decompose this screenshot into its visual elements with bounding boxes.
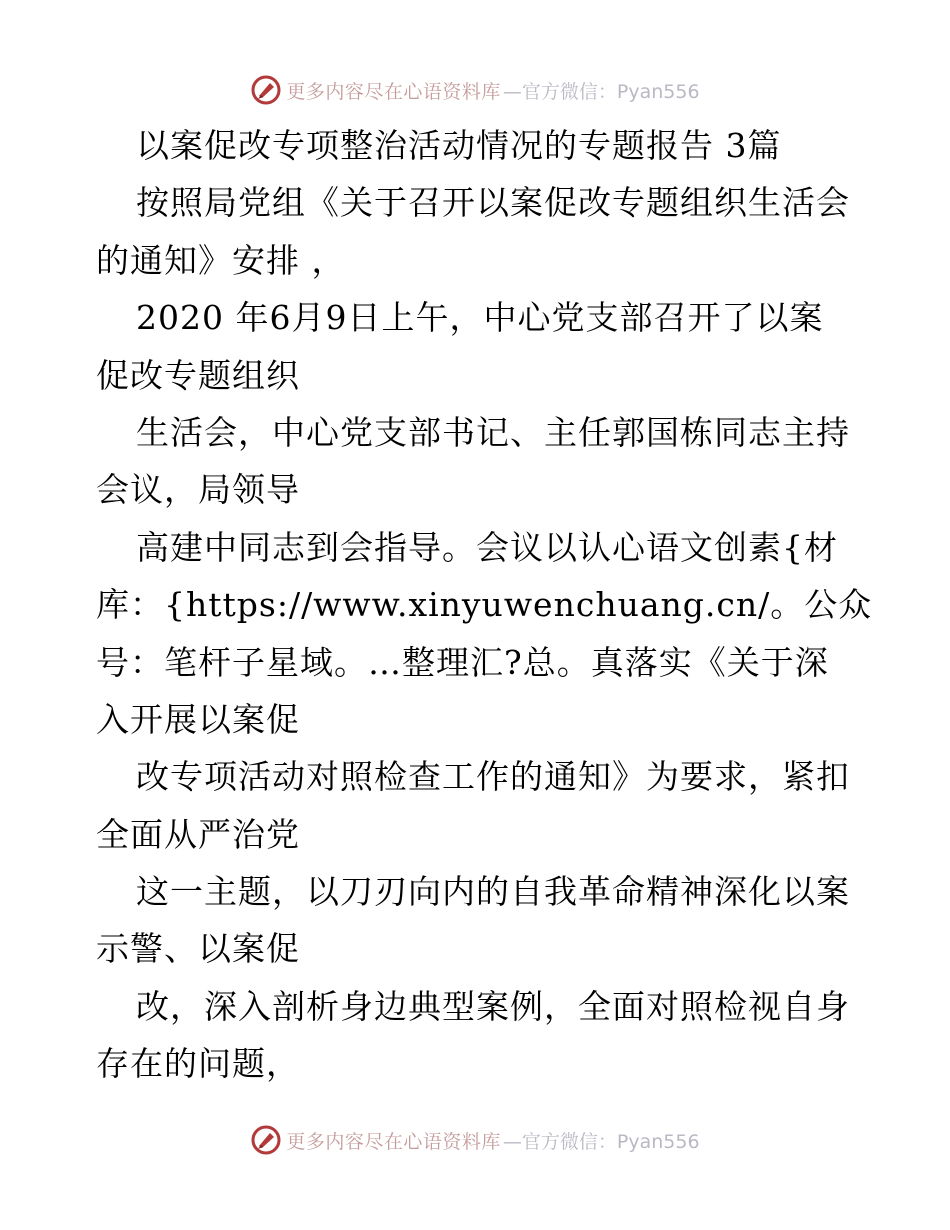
banner-contact-text: —官方微信：Pyan556 [502,1130,700,1153]
document-body [96,117,873,1093]
text-line: 全面从严治党 [96,814,300,854]
text-line: 生活会，中心党支部书记、主任郭国栋同志主持 [136,412,850,452]
banner-contact-text: —官方微信：Pyan556 [502,80,700,103]
banner-brand-text: 更多内容尽在心语资料库 [286,1130,501,1153]
text-line: 库：{https://www.xinyuwenchuang.cn/。公众 [96,585,873,625]
pen-nib-logo-icon [250,1124,282,1156]
text-line: 按照局党组《关于召开以案促改专题组织生活会 [136,183,850,223]
text-line: 入开展以案促 [96,699,300,739]
text-line: 2020 年6月9日上午，中心党支部召开了以案 [136,298,824,338]
pen-nib-logo-icon [250,74,282,106]
text-line: 这一主题，以刀刃向内的自我革命精神深化以案 [136,872,850,912]
text-line: 存在的问题， [96,1044,300,1084]
text-line: 改，深入剖析身边典型案例，全面对照检视自身 [136,986,850,1026]
banner-brand-text: 更多内容尽在心语资料库 [286,80,501,103]
document-title: 以案促改专项整治活动情况的专题报告 3篇 [136,126,782,165]
text-line: 高建中同志到会指导。会议以认心语文创素{材 [136,527,838,567]
text-line: 促改专题组织 [96,355,300,395]
text-line: 号：笔杆子星域。…整理汇?总。真落实《关于深 [96,642,829,682]
header-watermark-banner [0,70,950,110]
text-line: 改专项活动对照检查工作的通知》为要求，紧扣 [136,757,850,797]
text-line: 会议，局领导 [96,470,300,510]
text-line: 示警、以案促 [96,929,300,969]
footer-watermark-banner [0,1120,950,1160]
text-line: 的通知》安排 ， [96,240,346,280]
